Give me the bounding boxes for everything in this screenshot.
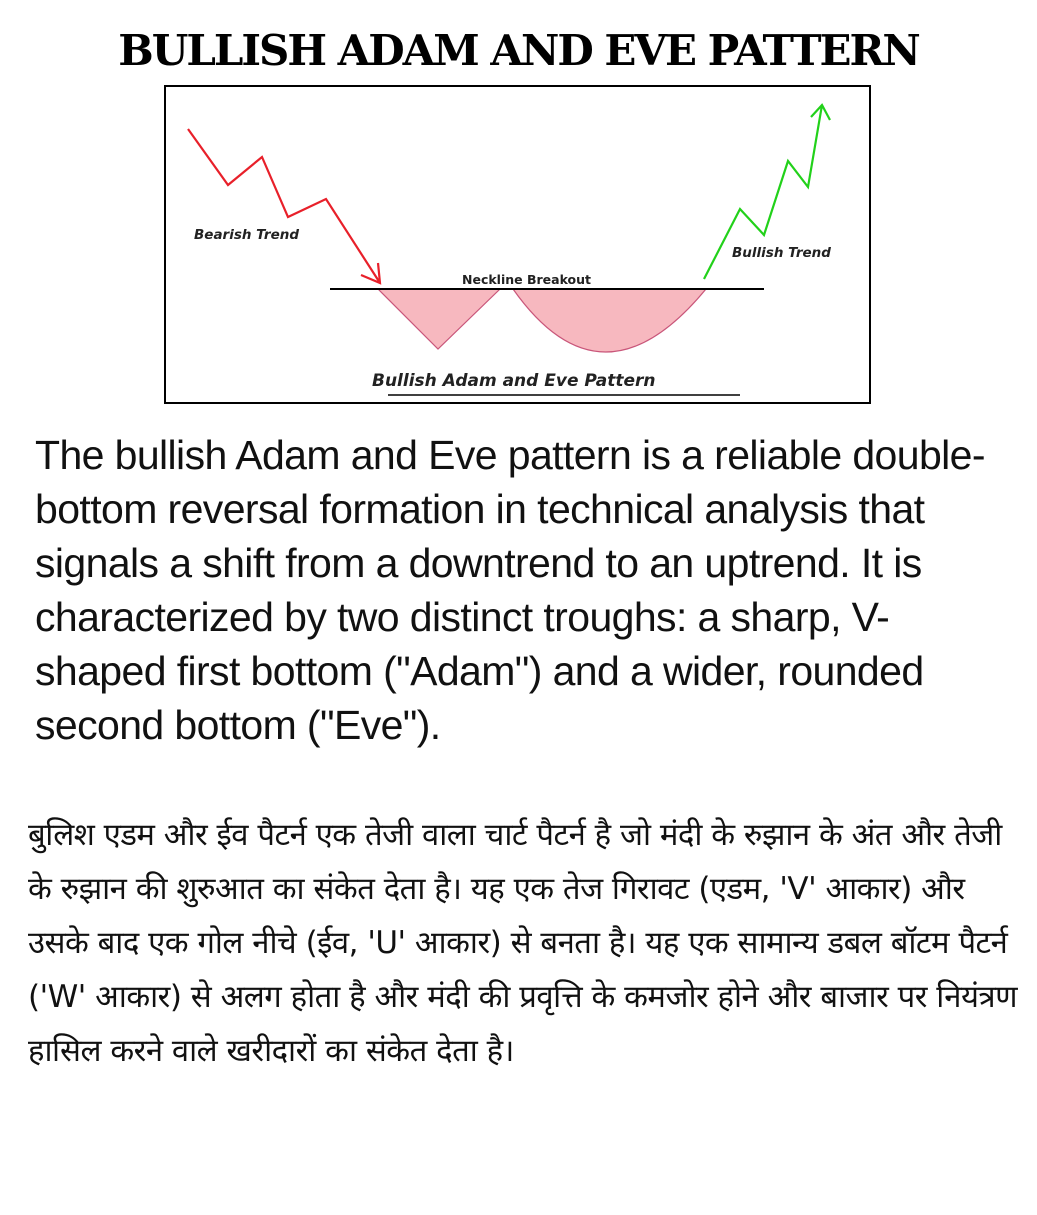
pattern-diagram bbox=[164, 85, 871, 404]
bearish-trend-label: Bearish Trend bbox=[194, 227, 300, 243]
adam-trough bbox=[378, 289, 500, 349]
english-description: The bullish Adam and Eve pattern is a reliable double-bottom reversal formation in technical analysis that signals a shift from a downtrend to an uptrend. It is characterized by two distinct troughs: a sharp, V-shaped first bottom ("Adam") and a wider, rounded second bottom ("Eve"). bbox=[35, 432, 985, 748]
bearish-trend-line bbox=[188, 129, 380, 283]
neckline-breakout-label: Neckline Breakout bbox=[462, 272, 592, 287]
hindi-description: बुलिश एडम और ईव पैटर्न एक तेजी वाला चार्ट पैटर्न है जो मंदी के रुझान के अंत और तेजी के रुझान की शुरुआत का संकेत देता है। यह एक तेज गिरावट (एडम, 'V' आकार) और उसके बाद एक गोल नीचे (ईव, 'U' आकार) से बनता है। यह एक सामान्य डबल बॉटम पैटर्न ('W' आकार) से अलग होता है और मंदी की प्रवृत्ति के कमजोर होने और बाजार पर नियंत्रण हासिल करने वाले खरीदारों का संकेत देता है। bbox=[28, 817, 1018, 1069]
pattern-diagram-svg bbox=[166, 87, 869, 402]
bullish-trend-label: Bullish Trend bbox=[732, 245, 831, 261]
diagram-caption: Bullish Adam and Eve Pattern bbox=[372, 371, 656, 391]
page-title: BULLISH ADAM AND EVE PATTERN bbox=[118, 26, 919, 75]
eve-trough bbox=[513, 289, 706, 352]
